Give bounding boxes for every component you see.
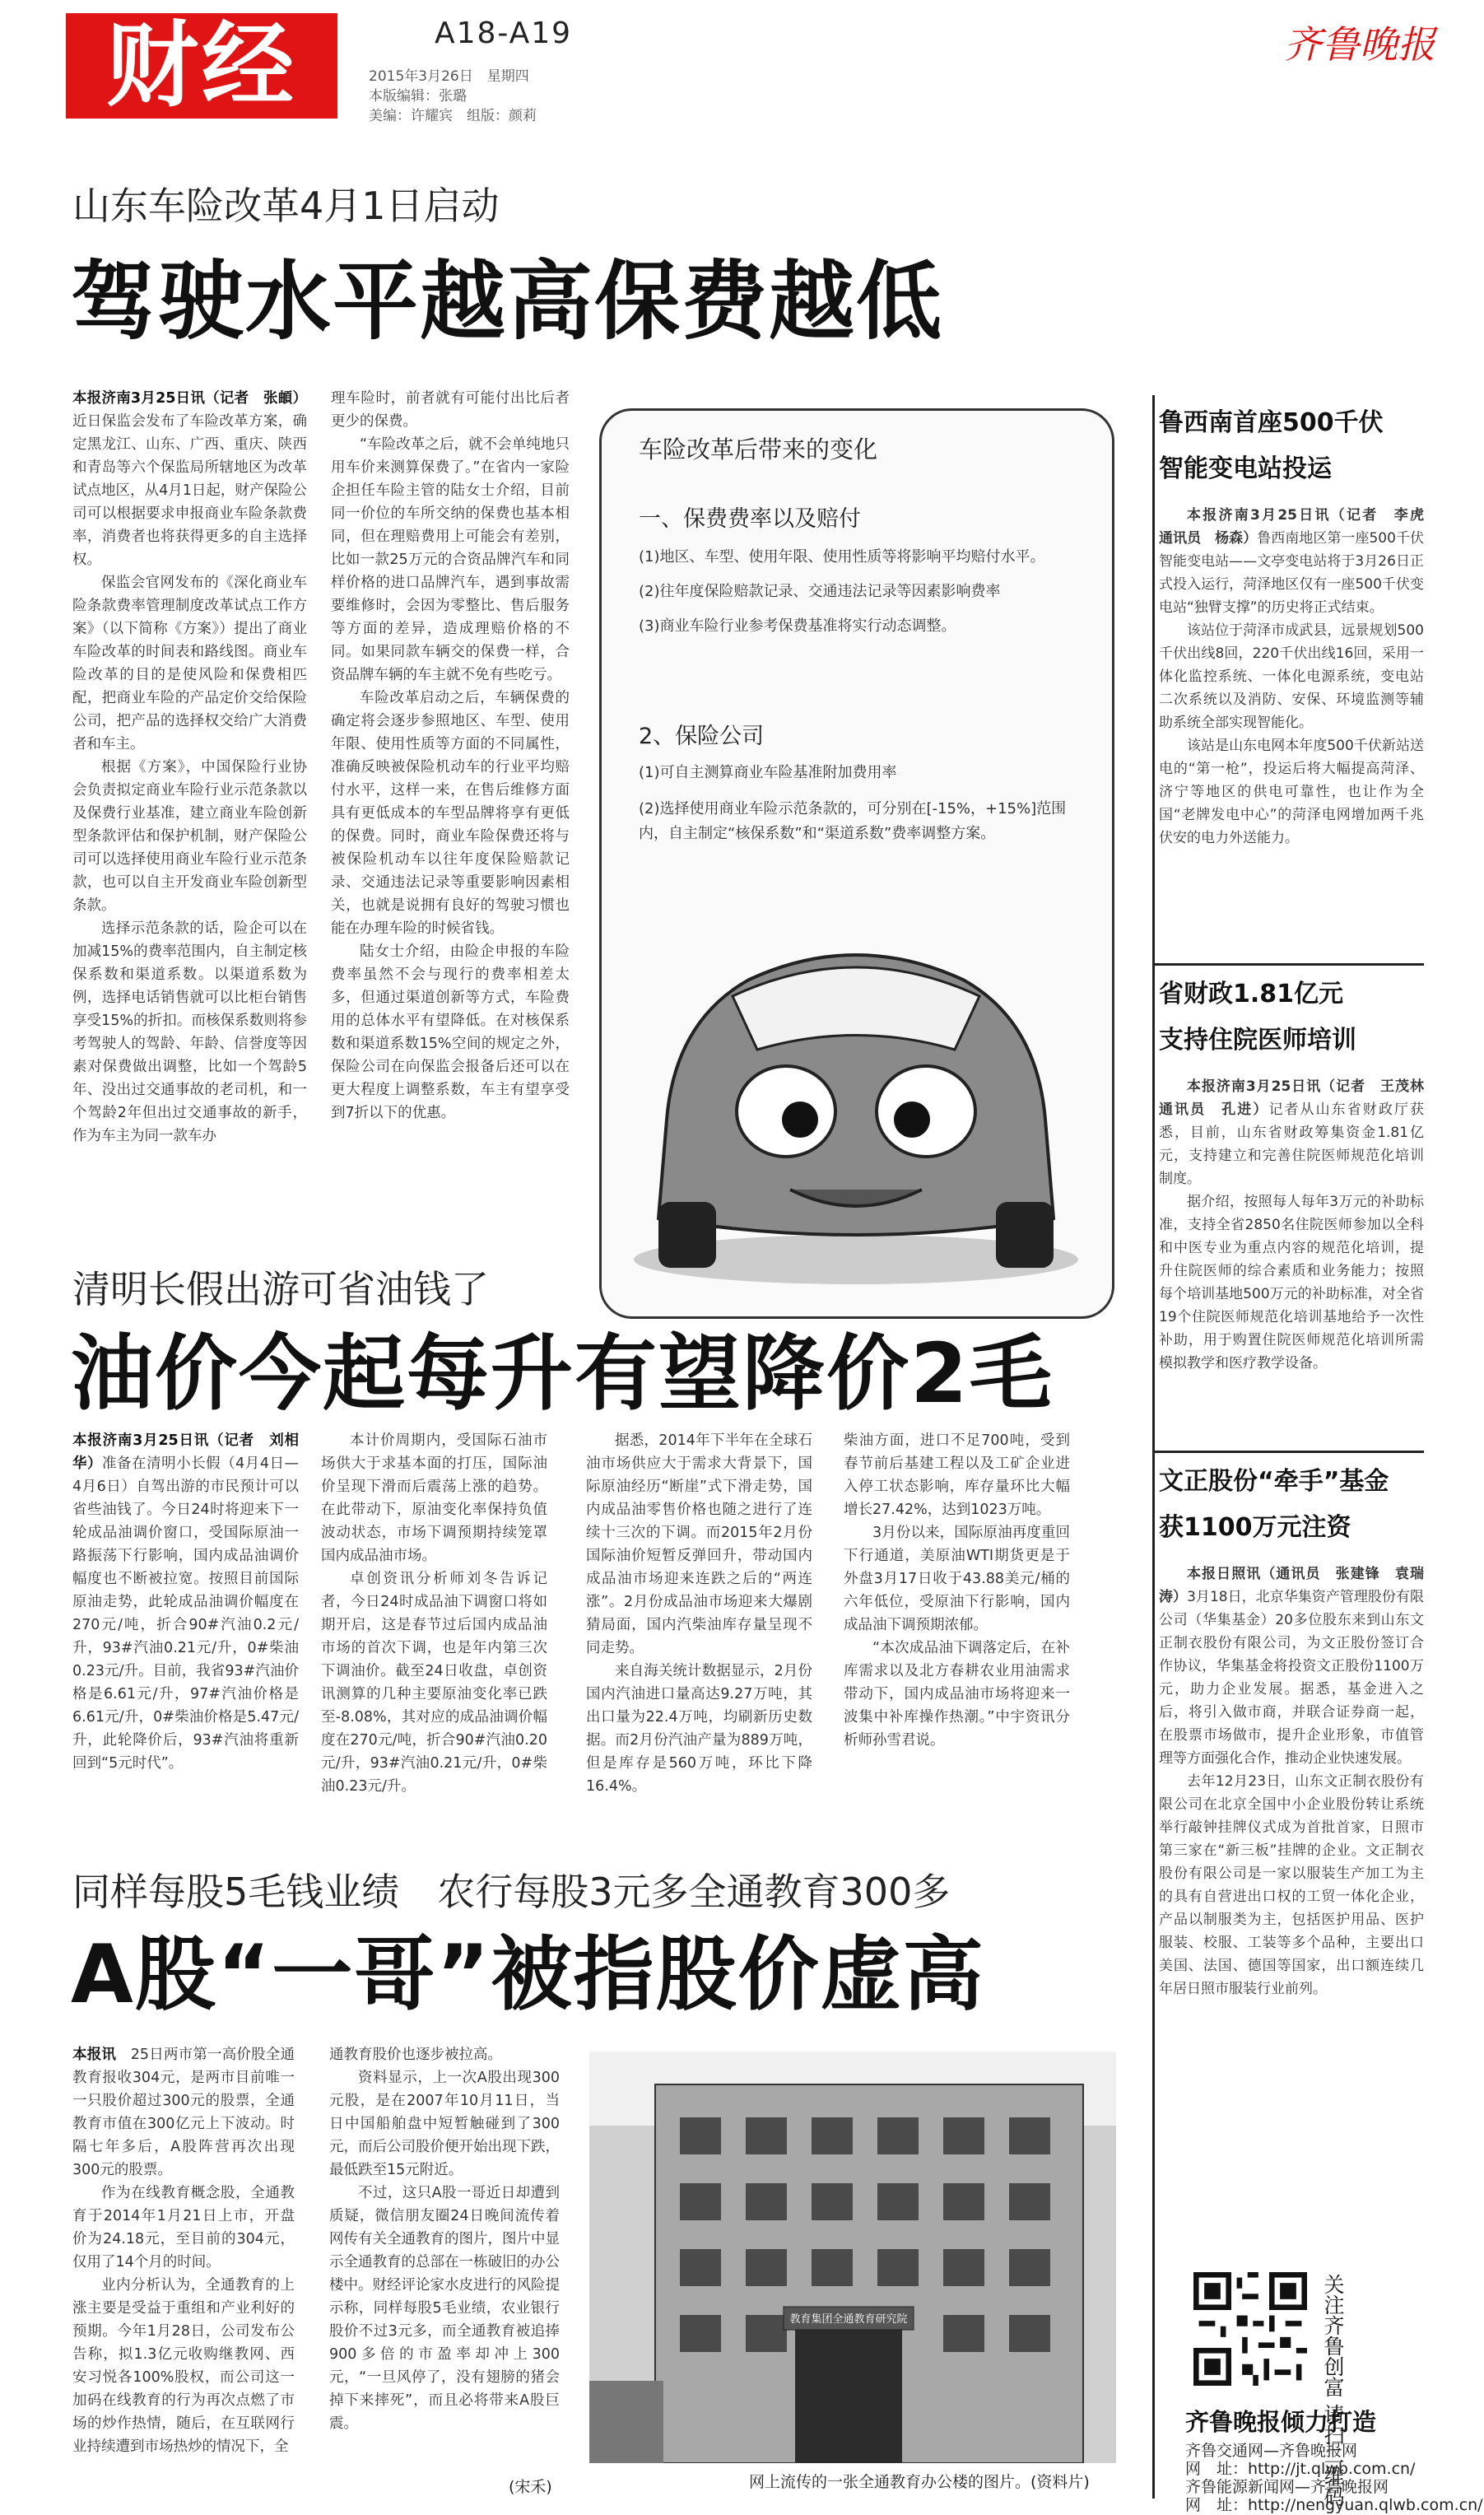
promo-site-1: 齐鲁交通网—齐鲁晚报网 bbox=[1185, 2442, 1358, 2460]
story2-title: 油价今起每升有望降价2毛 bbox=[71, 1325, 1054, 1422]
qr-code[interactable] bbox=[1193, 2272, 1307, 2386]
story2-col4 bbox=[844, 1429, 1070, 1752]
promo-title: 齐鲁晚报倾力打造 bbox=[1185, 2408, 1377, 2436]
paragraph: 3月份以来，国际原油再度重回下行通道，美原油WTI期货更是于外盘3月17日收于43.88美元/桶的六年低位，受原油下行影响，国内成品油下调预期浓郁。 bbox=[844, 1525, 1070, 1633]
paragraph: 业内分析认为，全通教育的上涨主要是受益于重组和产业利好的预期。今年1月28日，公司发布公告称，拟1.3亿元收购继教网、西安习悦各100%股权，而公司这一加码在线教育的行为再次点燃了市场的炒作热情，随后，在互联网行业持续遭到市场热炒的情况下，全 bbox=[72, 2277, 295, 2455]
sidebar-rule bbox=[1152, 963, 1424, 966]
story3-author: (宋禾) bbox=[509, 2478, 552, 2496]
story3-col2 bbox=[329, 2043, 560, 2435]
cartoon-car-illustration bbox=[609, 873, 1103, 1301]
story3-subtitle: 同样每股5毛钱业绩 农行每股3元多全通教育300多 bbox=[72, 1870, 951, 1914]
story2-col2 bbox=[321, 1429, 547, 1798]
sidebar-article-body: 本报济南3月25日讯（记者 王茂林 通讯员 孔进）记者从山东省财政厅获悉，目前，山东省财政筹集资金1.81亿元，支持建立和完善住院医师规范化培训制度。 据介绍，按照每人每年3万元的补助标准，支持全省2850名住院医师参加以全科和中医专业为重点内容的规范化培训，提升住院医师的综合素质和业务能力；按照每个培训基地500万元的补助标准，对全省19个住院医师规范化培训基地给予一次性补助，用于购置住院医师规范化培训所需模拟教学和医疗教学设备。 bbox=[1159, 1078, 1438, 1372]
paper-logo: 齐鲁晚报 bbox=[1284, 22, 1435, 67]
sidebar-article-title: 鲁西南首座500千伏 智能变电站投运 bbox=[1159, 408, 1384, 483]
paragraph: 选择示范条款的话，险企可以在加减15%的费率范围内，自主制定核保系数和渠道系数。以渠道系数为例，选择电话销售就可以比柜台销售享受15%的折扣。而核保系数则将参考驾驶人的驾龄、年龄、信誉度等因素对保费做出调整，比如一个驾龄5年、没出过交通事故的老司机，和一个驾龄2年但出过交通事故的新手，作为车主为同一款车办 bbox=[72, 920, 307, 1144]
story1-subtitle: 山东车险改革4月1日启动 bbox=[72, 184, 500, 228]
promo-url-1[interactable]: 网 址：http://jt.qlwb.com.cn/ bbox=[1185, 2460, 1416, 2478]
sidebar-article-body: 本报济南3月25日讯（记者 李虎 通讯员 杨森）鲁西南地区第一座500千伏智能变电站——文亭变电站将于3月26日正式投入运行，菏泽地区仅有一座500千伏变电站“独臂支撑”的历史将正式结束。 该站位于菏泽市成武县，远景规划500千伏出线8回，220千伏出线16回，采用一体化监控系统、一体化电源系统，变电站二次系统以及消防、安保、环境监测等辅助系统全部实现智能化。 该站是山东电网本年度500千伏新站送电的“第一枪”，投运后将大幅提高菏泽、济宁等地区的供电可靠性，也让作为全国“老牌发电中心”的菏泽电网增加两千兆伏安的电力外送能力。 bbox=[1159, 507, 1438, 846]
promo-url-2[interactable]: 网 址：http://nengyuan.qlwb.com.cn/ bbox=[1185, 2496, 1483, 2514]
sidebar-article-body: 本报日照讯（通讯员 张建锋 袁瑞涛）3月18日，北京华集资产管理股份有限公司（华集基金）20多位股东来到山东文正制衣股份有限公司，为文正股份签订合作协议，华集基金将投资文正股份1100万元，助力企业发展。据悉，基金进入之后，将引入做市商，并联合证券商一起，在股票市场做市，提升企业形象，市值管理等方面强化合作，推动企业快速发展。 去年12月23日，山东文正制衣股份有限公司在北京全国中小企业股份转让系统举行敲钟挂牌仪式成为首批首家，日照市第三家在“新三板”挂牌的企业。文正制衣股份有限公司是一家以服装生产加工为主的具有自营进出口权的工贸一体化企业，产品以制服类为主，包括医护用品、医护服装、校服、工装等多个品种，主要出口美国、法国、德国等国家，出口额连续几年居日照市服装行业前列。 bbox=[1159, 1566, 1424, 1997]
sidebar-article-title: 文正股份“牵手”基金 获1100万元注资 bbox=[1159, 1467, 1389, 1542]
info-item: (2)选择使用商业车险示范条款的，可分别在[-15%，+15%]范围内，自主制定“核保系数”和“渠道系数”费率调整方案。 bbox=[639, 800, 1067, 842]
paragraph: 资料显示，上一次A股出现300元股，是在2007年10月11日，当日中国船舶盘中短暂触碰到了300元，而后公司股价便开始出现下跌，最低跌至15元附近。 bbox=[329, 2070, 560, 2178]
paragraph: 来自海关统计数据显示，2月份国内汽油进口量高达9.27万吨，其出口量为22.4万吨，均刷新历史数据。而2月份汽油产量为889万吨，但是库存是560万吨，环比下降16.4%。 bbox=[586, 1663, 812, 1795]
sidebar-article-2 bbox=[1159, 971, 1438, 1375]
issue-date: 2015年3月26日 星期四 bbox=[369, 68, 529, 85]
story2-subtitle: 清明长假出游可省油钱了 bbox=[72, 1267, 489, 1311]
editor-credit: 本版编辑：张璐 bbox=[369, 88, 467, 105]
qr-label: 关注齐鲁创富 请扫二维码 bbox=[1321, 2274, 1345, 2507]
info-item: (2)往年度保险赔款记录、交通违法记录等因素影响费率 bbox=[639, 583, 1001, 600]
paragraph: 根据《方案》，中国保险行业协会负责拟定商业车险行业示范条款以及保费行业基准，建立商业车险创新型条款评估和保护机制，财产保险公司可以选择使用商业车险行业示范条款，也可以自主开发商业车险创新型条款。 bbox=[72, 759, 307, 914]
story3-col1 bbox=[72, 2043, 295, 2458]
paragraph: 理车险时，前者就有可能付出比后者更少的保费。 bbox=[331, 390, 570, 430]
info-item: (1)地区、车型、使用年限、使用性质等将影响平均赔付水平。 bbox=[639, 548, 1045, 566]
paragraph: 车险改革启动之后，车辆保费的确定将会逐步参照地区、车型、使用年限、使用性质等方面的不同属性，准确反映被保险机动车的行业平均赔付水平，这样一来，在售后维修方面具有更低成本的车型品牌将享有更低的保费。同时，商业车险保费还将与被保险机动车以往年度保险赔款记录、交通违法记录等重要影响因素相关，也就是说拥有良好的驾驶习惯也能在办理车险的时候省钱。 bbox=[331, 690, 570, 937]
section-title: 财经 bbox=[66, 13, 337, 119]
photo-sign-text: 教育集团全通教育研究院 bbox=[789, 2313, 908, 2326]
paragraph: 本报济南3月25日讯（记者 刘相华）准备在清明小长假（4月4日—4月6日）自驾出游的市民预计可以省些油钱了。今日24时将迎来下一轮成品油调价窗口，受国际原油一路振荡下行影响，国内成品油调价幅度也不断被拉宽。按照目前国际原油走势，此轮成品油调价幅度在270元/吨，折合90#汽油0.2元/升，93#汽油0.21元/升，0#柴油0.23元/升。目前，我省93#汽油价格是6.61元/升，97#汽油价格是6.61元/升，0#柴油价格是5.47元/升，此轮降价后，93#汽油将重新回到“5元时代”。 bbox=[72, 1432, 299, 1772]
building-photo bbox=[589, 2052, 1116, 2463]
paragraph: 本报讯 25日两市第一高价股全通教育报收304元，是两市目前唯一一只股价超过300元的股票，全通教育市值在300亿元上下波动。时隔七年多后，A股阵营再次出现300元的股票。 bbox=[72, 2047, 295, 2178]
paragraph: 保监会官网发布的《深化商业车险条款费率管理制度改革试点工作方案》（以下简称《方案》）提出了商业车险改革的时间表和路线图。商业车险改革的目的是使风险和保费相匹配，把商业车险的产品定价交给保险公司，把产品的选择权交给广大消费者和车主。 bbox=[72, 575, 307, 752]
sidebar-rule bbox=[1152, 1451, 1424, 1453]
promo-site-2: 齐鲁能源新闻网—齐鲁晚报网 bbox=[1185, 2478, 1389, 2496]
paragraph: 据悉，2014年下半年在全球石油市场供应大于需求大背景下，国际原油经历“断崖”式下滑走势，国内成品油零售价格也随之进行了连续十三次的下调。而2015年2月份国际油价短暂反弹回升，带动国内成品油市场迎来连跌之后的“两连涨”。2月份成品油市场迎来大爆剧猜局面，国内汽柴油库存量呈现不同走势。 bbox=[586, 1432, 812, 1656]
info-item: (1)可自主测算商业车险基准附加费用率 bbox=[639, 764, 897, 781]
paragraph: 作为在线教育概念股，全通教育于2014年1月21日上市，开盘价为24.18元，至目前的304元，仅用了14个月的时间。 bbox=[72, 2185, 295, 2270]
design-credit: 美编：许耀宾 组版：颜莉 bbox=[369, 108, 537, 124]
sidebar-article-title: 省财政1.81亿元 支持住院医师培训 bbox=[1159, 980, 1356, 1055]
story1-title: 驾驶水平越高保费越低 bbox=[71, 251, 944, 352]
paragraph: 本计价周期内，受国际石油市场供大于求基本面的打压，国际油价呈现下滑而后震荡上涨的趋势。在此带动下，原油变化率保持负值波动状态，市场下调预期持续笼罩国内成品油市场。 bbox=[321, 1432, 547, 1564]
sidebar-divider bbox=[1152, 395, 1155, 2499]
info-box-section1: 一、保费费率以及赔付 bbox=[639, 506, 861, 532]
story2-col3 bbox=[586, 1429, 812, 1798]
paragraph: 柴油方面，进口不足700吨，受到春节前后基建工程以及工矿企业进入停工状态影响，库存量环比大幅增长27.42%，达到1023万吨。 bbox=[844, 1432, 1070, 1518]
paragraph: 卓创资讯分析师刘冬告诉记者，今日24时成品油下调窗口将如期开启，这是春节过后国内成品油市场的首次下调，也是年内第三次下调油价。截至24日收盘，卓创资讯测算的几种主要原油变化率已跌至-8.08%，其对应的成品油调价幅度在270元/吨，折合90#汽油0.20元/升，93#汽油0.21元/升，0#柴油0.23元/升。 bbox=[321, 1571, 547, 1795]
paragraph: “车险改革之后，就不会单纯地只用车价来测算保费了。”在省内一家险企担任车险主管的陆女士介绍，目前同一价位的车所交纳的保费也基本相同，但在理赔费用上可能会有差别，比如一款25万元的合资品牌汽车和同样价格的进口品牌汽车，遇到事故需要维修时，会因为零整比、售后服务等方面的差异，造成理赔价格的不同。如果同款车辆交的保费一样，合资品牌车辆的车主就不免有些吃亏。 bbox=[331, 436, 570, 683]
info-box-items2 bbox=[639, 761, 1067, 846]
paragraph: 不过，这只A股一哥近日却遭到质疑，微信朋友圈24日晚间流传着网传有关全通教育的图片，图片中显示全通教育的总部在一栋破旧的办公楼中。财经评论家水皮进行的风险提示称，同样每股5毛业绩，农业银行股价不过3元多，而全通教育被追捧900多倍的市盈率却冲上300元，“一旦风停了，没有翅膀的猪会掉下来摔死”，而且必将带来A股巨震。 bbox=[329, 2185, 560, 2432]
sidebar-article-1 bbox=[1159, 400, 1438, 850]
paragraph: 陆女士介绍，由险企申报的车险费率虽然不会与现行的费率相差太多，但通过渠道创新等方式，车险费用的总体水平有望降低。在对核保系数和渠道系数15%空间的规定之外，保险公司在向保监会报备后还可以在更大程度上调整系数，车主有望享受到7折以下的优惠。 bbox=[331, 943, 570, 1121]
info-box-section2: 2、保险公司 bbox=[639, 724, 765, 749]
photo-caption: 网上流传的一张全通教育办公楼的图片。(资料片) bbox=[749, 2473, 1090, 2491]
sidebar-article-3 bbox=[1159, 1459, 1424, 2000]
page-numbers: A18-A19 bbox=[435, 16, 573, 50]
story3-title: A股“一哥”被指股价虚高 bbox=[71, 1928, 985, 2022]
info-box-items1 bbox=[639, 545, 1067, 639]
info-box-title: 车险改革后带来的变化 bbox=[639, 435, 878, 463]
story1-col1 bbox=[72, 387, 307, 1148]
story2-col1 bbox=[72, 1429, 299, 1775]
paragraph: 本报济南3月25日讯（记者 张頔）近日保监会发布了车险改革方案，确定黑龙江、山东、广西、重庆、陕西和青岛等六个保监局所辖地区为改革试点地区，从4月1日起，财产保险公司可以根据要求申报商业车险条款费率，消费者也将获得更多的自主选择权。 bbox=[72, 390, 307, 568]
info-item: (3)商业车险行业参考保费基准将实行动态调整。 bbox=[639, 617, 956, 635]
story1-col2 bbox=[331, 387, 570, 1125]
paragraph: 通教育股价也逐步被拉高。 bbox=[329, 2047, 502, 2063]
paragraph: “本次成品油下调落定后，在补库需求以及北方春耕农业用油需求带动下，国内成品油市场将迎来一波集中补库操作热潮。”中宇资讯分析师孙雪君说。 bbox=[844, 1640, 1070, 1749]
